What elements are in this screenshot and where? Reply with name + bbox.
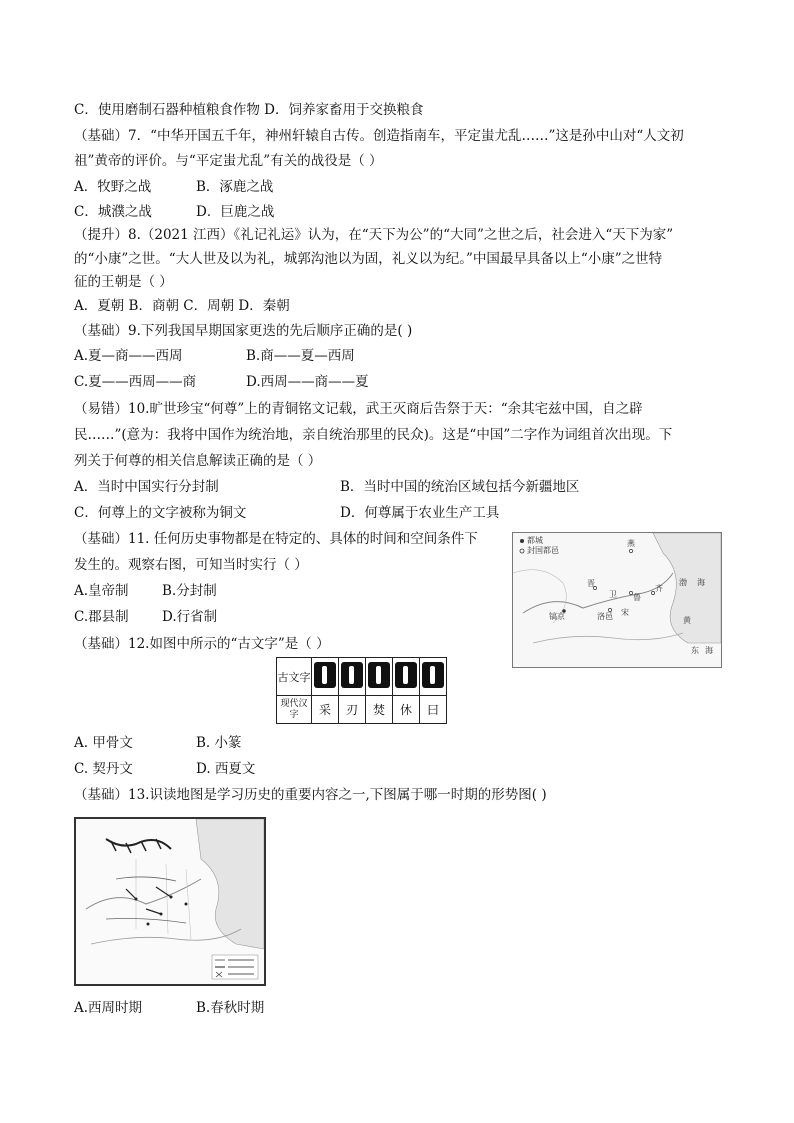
q10-option-d: D．何尊属于农业生产工具 — [340, 505, 500, 521]
ancient-glyph-2 — [341, 662, 363, 688]
q8-options: A．夏朝 B．商朝 C．周朝 D．秦朝 — [74, 298, 290, 314]
map-label-jin: 晋 — [587, 579, 595, 588]
q12-ancient-row — [277, 658, 447, 696]
modern-char-3: 焚 — [366, 696, 393, 724]
q12-ancient-script-table — [276, 657, 447, 724]
map-label-song: 宋 — [621, 608, 629, 617]
q6-option-c: C．使用磨制石器种植粮食作物 — [74, 102, 260, 118]
q9-option-a: A.夏—商——西周 — [74, 348, 183, 364]
modern-char-1: 采 — [312, 696, 339, 724]
q11-option-b: B.分封制 — [162, 583, 217, 599]
q9-stem: （基础）9.下列我国早期国家更迭的先后顺序正确的是( ) — [74, 323, 413, 339]
q13-option-a: A.西周时期 — [74, 1000, 143, 1016]
q7-option-a: A．牧野之战 — [74, 179, 152, 195]
map-label-haojing: 镐京 — [549, 612, 565, 621]
q11-option-d: D.行省制 — [162, 609, 218, 625]
q12-modern-header: 现代汉字 — [277, 696, 312, 724]
modern-char-4: 休 — [393, 696, 420, 724]
ancient-glyph-3 — [368, 662, 390, 688]
q11-option-a: A.皇帝制 — [74, 583, 129, 599]
q8-stem-line-1: （提升）8.（2021 江西）《礼记礼运》认为，在“天下为公”的“大同”之世之后，社会进入“天下为家” — [74, 227, 674, 243]
q7-stem-line-1: （基础）7．“中华开国五千年，神州轩辕自古传。创造指南车，平定蚩尤乱……”这是孙中山对“人文初 — [74, 128, 684, 144]
map-label-wei: 卫 — [609, 590, 617, 599]
q12-stem: （基础）12.如图中所示的“古文字”是（ ） — [74, 636, 330, 652]
legend-fief-label: 封国都邑 — [527, 546, 559, 555]
q12-option-d: D. 西夏文 — [196, 761, 256, 777]
q10-stem-line-1: （易错）10.旷世珍宝“何尊”上的青铜铭文记载，武王灭商后告祭于天：“余其宅兹中国，自之辟 — [74, 401, 643, 417]
modern-char-5: 曰 — [420, 696, 447, 724]
q6-options-cd — [74, 101, 423, 119]
q13-stem: （基础）13.识读地图是学习历史的重要内容之一,下图属于哪一时期的形势图( ) — [74, 787, 547, 803]
q7-stem-line-2: 祖”黄帝的评价。与“平定蚩尤乱”有关的战役是（ ） — [74, 153, 383, 169]
q12-option-b: B. 小篆 — [196, 735, 242, 751]
legend-capital-icon — [520, 539, 524, 543]
q12-option-a: A. 甲骨文 — [74, 735, 133, 751]
q11-option-c: C.郡县制 — [74, 609, 129, 625]
q11-stem-line-1: （基础）11. 任何历史事物都是在特定的、具体的时间和空间条件下 — [74, 531, 478, 547]
q9-option-b: B.商——夏—西周 — [246, 348, 355, 364]
q7-option-c: C．城濮之战 — [74, 204, 152, 220]
ancient-glyph-1 — [314, 662, 336, 688]
q10-stem-line-2: 民……”(意为：我将中国作为统治地，亲自统治那里的民众)。这是“中国”二字作为词组首次出现。下 — [74, 427, 673, 443]
map-label-lu: 鲁 — [633, 593, 641, 602]
q7-option-b: B．涿鹿之战 — [196, 179, 274, 195]
q6-option-d: D．饲养家畜用于交换粮食 — [264, 102, 424, 118]
q10-option-c: C．何尊上的文字被称为铜文 — [74, 505, 247, 521]
map-label-yan: 燕 — [627, 539, 635, 548]
map-label-dong: 东 — [691, 646, 699, 655]
modern-char-2: 刃 — [339, 696, 366, 724]
q8-stem-line-3: 征的王朝是（ ） — [74, 274, 173, 290]
q9-option-d: D.西周——商——夏 — [246, 374, 369, 390]
map-label-luoyi: 洛邑 — [597, 612, 613, 621]
q12-modern-row — [277, 696, 447, 724]
q12-ancient-header: 古文字 — [277, 658, 312, 696]
ancient-glyph-5 — [422, 662, 444, 688]
q13-period-map — [74, 817, 266, 986]
map-label-hai-1: 海 — [697, 578, 705, 587]
map-label-bo: 渤 — [679, 578, 687, 587]
map-label-huang: 黄 — [683, 616, 691, 625]
legend-capital-label: 都城 — [527, 536, 543, 545]
map-label-hai-2: 海 — [705, 646, 713, 655]
q11-stem-line-2: 发生的。观察右图，可知当时实行（ ） — [74, 557, 308, 573]
q9-option-c: C.夏——西周——商 — [74, 374, 197, 390]
q11-western-zhou-map — [512, 532, 722, 668]
q10-option-a: A．当时中国实行分封制 — [74, 479, 219, 495]
q12-option-c: C. 契丹文 — [74, 761, 133, 777]
q13-map-drawing — [76, 819, 264, 984]
ancient-glyph-4 — [395, 662, 417, 688]
map-label-qi: 齐 — [655, 584, 663, 593]
q13-option-b: B.春秋时期 — [196, 1000, 265, 1016]
q8-stem-line-2: 的“小康”之世。“大人世及以为礼，城郭沟池以为固，礼义以为纪。”中国最早具备以上“小康”之世特 — [74, 251, 663, 267]
q11-map-drawing — [513, 533, 721, 667]
q7-option-d: D．巨鹿之战 — [196, 204, 275, 220]
q10-option-b: B．当时中国的统治区域包括今新疆地区 — [340, 479, 580, 495]
q10-stem-line-3: 列关于何尊的相关信息解读正确的是（ ） — [74, 453, 322, 469]
